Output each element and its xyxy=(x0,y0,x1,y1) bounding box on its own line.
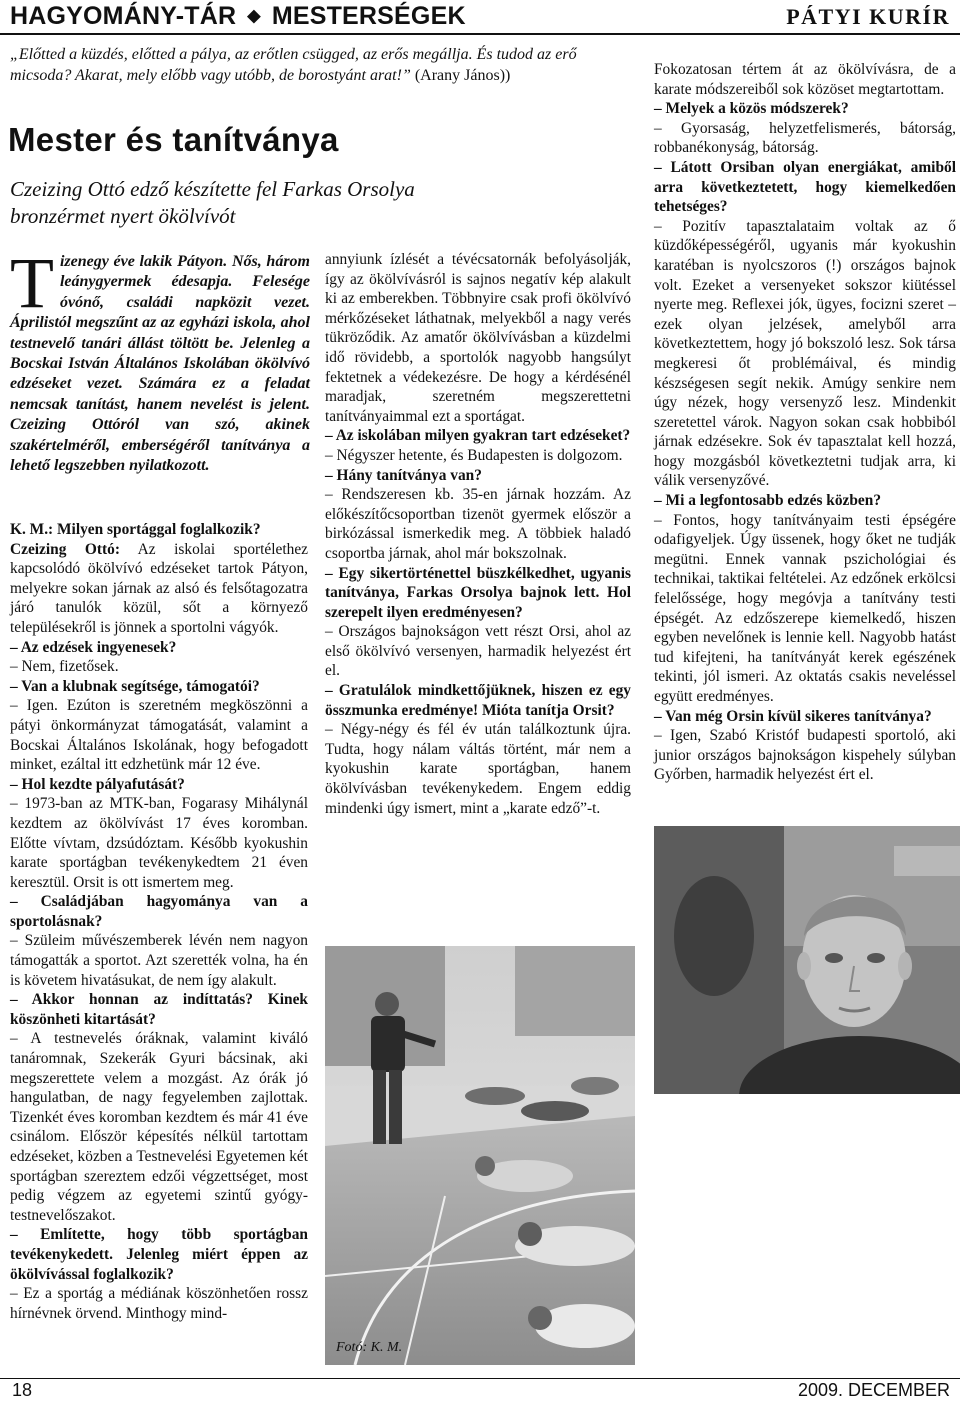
paragraph xyxy=(654,60,956,99)
photo-credit: Fotó: K. M. xyxy=(336,1340,403,1355)
article-lead xyxy=(10,243,310,476)
paragraph xyxy=(325,426,631,446)
paragraph xyxy=(10,892,308,931)
issue-date: 2009. DECEMBER xyxy=(797,1380,950,1400)
question-text: – Említette, hogy több sportágban tevékenykedett. Jelenleg miért éppen az ökölvívással foglalkozik? xyxy=(10,1226,308,1283)
paragraph xyxy=(325,446,631,466)
paragraph xyxy=(325,485,631,563)
paragraph xyxy=(10,520,308,540)
question-text: – Családjában hagyománya van a sportolásnak? xyxy=(10,893,308,930)
answer-text: – Igen, Szabó Kristóf budapesti sportoló, aki junior országos bajnokságon kispehely súlyban Győrben, harmadik helyezést ért el. xyxy=(654,727,956,784)
paragraph xyxy=(325,466,631,486)
question-text: – Mi a legfontosabb edzés közben? xyxy=(654,492,882,510)
question-text: K. M.: Milyen sportággal foglalkozik? xyxy=(10,521,261,538)
answer-text: – Gyorsaság, helyzetfelismerés, bátorság, robbanékonyság, bátorság. xyxy=(654,119,956,157)
paragraph xyxy=(325,681,631,720)
column-2 xyxy=(325,250,631,818)
question-text: – Hol kezdte pályafutását? xyxy=(10,775,185,793)
question-text: – Hány tanítványa van? xyxy=(325,466,482,484)
paragraph xyxy=(654,158,956,217)
question-text: – Gratulálok mindkettőjüknek, hiszen ez egy összmunka eredménye! Mióta tanítja Orsit? xyxy=(325,682,631,719)
paragraph xyxy=(10,1029,308,1225)
portrait-drawing xyxy=(654,826,960,1094)
answer-text: Fokozatosan tértem át az ökölvívásra, de a karate módszereiből sok közöset megtartottam. xyxy=(654,61,956,98)
answer-text: Az iskolai sportélethez kapcsolódó ökölvívó edzéseket tartok Pátyon, melyekre sokan járnak az alsó és felsőtagozatra járó tanulók közül, sőt a környező településekről is jönnek a sportolni vágyók. xyxy=(10,540,309,636)
paragraph xyxy=(10,657,308,677)
gym-training-photo xyxy=(325,946,635,1365)
lead-text: izenegy éve lakik Pátyon. Nős, három leánygyermek édesapja. Felesége óvónő, családi napközit vezet. Áprilistól megszűnt az az egyházi iskola, ahol testnevelő tanári állást töltött be. Jelenleg a Bocskai István Általános Iskolában ökölvívó edzéseket vezet. Számára ez a feladat nemcsak tanítást, hanem nevelést is jelent. Czeizing Ottóról van szó, akinek szakértelméről, emberségéről tanítványa a lehető legszebben nyilatkozott. xyxy=(10,253,310,475)
question-text: – Akkor honnan az indíttatás? Kinek köszönheti kitartását? xyxy=(10,991,308,1028)
column-1 xyxy=(10,520,308,1323)
paragraph xyxy=(654,707,956,727)
answer-text: – A testnevelés óráknak, valamint kiváló tanáromnak, Szekerák Gyuri bácsinak, aki megszerettete velem a mozgást. Az órák jó hangulatban, de nagy fegyelemben zajlottak. Tizenkét éves koromban kezdtem és már 41 éve csinálom. Először képesítés nélkül tartottam edzéseket, közben a Testnevelési Egyetemen két sportágban szereztem edzői végzettséget, most pedig végzem az egyetemi szintű gyógy-testnevelőszakot. xyxy=(10,1030,308,1224)
drop-cap: T xyxy=(10,243,54,323)
page-header xyxy=(0,0,960,34)
paragraph xyxy=(10,677,308,697)
quote-text: „Előtted a küzdés, előtted a pálya, az erőtlen csügged, az erős megállja. És tudod az erő micsoda? Akarat, mely előbb vagy utóbb, de borostyánt arat!” xyxy=(10,46,577,84)
paragraph xyxy=(10,638,308,658)
footer-rule xyxy=(0,1378,960,1379)
answer-text: – Igen. Ezúton is szeretném megköszönni a pátyi önkormányzat támogatását, valamint a Bocskai Általános Iskolának, hogy befogadott minket, ezáltal itt edzhetünk már 12 éve. xyxy=(10,697,308,774)
article-subtitle: Czeizing Ottó edző készítette fel Farkas Orsolya bronzérmet nyert ökölvívót xyxy=(10,177,415,228)
answer-text: – Szüleim művészemberek lévén nem nagyon támogatták a sportot. Azt szerették volna, ha én is követem hivatásukat, de nem így alakult. xyxy=(10,932,308,989)
paragraph xyxy=(654,511,956,707)
section-title xyxy=(10,0,466,35)
paragraph xyxy=(325,564,631,623)
paragraph xyxy=(10,990,308,1029)
answer-text: – Országos bajnokságon vett részt Orsi, ahol az első ökölvívó versenyen, harmadik helyezést ért el. xyxy=(325,623,631,680)
paragraph xyxy=(10,775,308,795)
paragraph xyxy=(10,931,308,990)
answer-text: – Ez a sportág a médiának köszönhetően rossz hírnévnek örvend. Minthogy mind- xyxy=(10,1285,308,1322)
masthead-logo: PÁTYI KURÍR xyxy=(786,4,950,29)
answer-text: – Négyszer hetente, és Budapesten is dolgozom. xyxy=(325,446,623,464)
paragraph xyxy=(10,1225,308,1284)
paragraph xyxy=(325,622,631,681)
question-text: – Egy sikertörténettel büszkélkedhet, ugyanis tanítványa, Farkas Orsolya bajnok lett. Hol szerepelt ilyen eredményesen? xyxy=(325,564,631,621)
question-text: – Látott Orsiban olyan energiákat, amiből arra következtetett, hogy kiemelkedően tehetséges? xyxy=(654,158,956,216)
paragraph xyxy=(654,217,956,491)
header-rule xyxy=(0,33,960,35)
quote-author: (Arany János)) xyxy=(410,67,511,84)
answer-text: annyiunk ízlését a tévécsatornák befolyásolják, így az ökölvívásról is sajnos negatív kép alakult ki az emberekben. Többnyire csak profi ökölvívó mérkőzéseket láthatnak, melyekből a nagy verés tükröződik. Az amatőr ökölvívásban a küzdelmi idő rövidebb, a sportolók nagyobb hangsúlyt fektetnek a védekezésre. De hogy a kérdésénél maradjak, szeretném megszerettetni tanítványaimmal ezt a sportágat. xyxy=(325,251,631,425)
paragraph xyxy=(654,99,956,119)
question-text: Czeizing Ottó: xyxy=(10,540,120,558)
coach-portrait-photo xyxy=(654,826,960,1094)
answer-text: – 1973-ban az MTK-ban, Fogarasy Mihálynál kezdtem az ökölvívást 17 éves koromban. Előtte vívtam, dzsúdóztam. Később kyokushin karate sportágban tevékenykedtem 21 éven keresztül. Orsit is ott ismertem meg. xyxy=(10,795,308,891)
section-title-part2: MESTERSÉGEK xyxy=(271,2,466,30)
paragraph xyxy=(10,540,308,638)
answer-text: – Nem, fizetősek. xyxy=(10,658,119,676)
paragraph xyxy=(654,726,956,785)
paragraph xyxy=(654,119,956,158)
epigraph-quote xyxy=(10,44,635,86)
answer-text: – Pozitív tapasztalataim voltak az ő küzdőképességéről, ugyanis már kyokushin karatéban is nyolcszoros (!) országos bajnok volt. Ezeket a versenyeket sokszor kiütéssel nyerte meg. Reflexei jók, ügyes, focizni szeret – ezek olyan jelzések, amelyből arra következtettem, hogy jó bokszoló lesz. Sok társa megkeresi őt problémáival, és mindig készségesen segít nekik. Amúgy senkire nem úgy nézek, hogy versenyző lesz. Mindenkit szeretettel várok. Nagyon sokan csak hobbiból járnak edzésekre. Sok év tapasztalat kell hozzá, hogy mozgásból következtetni tudjak arra, ki válik versenyzővé. xyxy=(654,217,956,490)
column-3 xyxy=(654,60,956,785)
paragraph xyxy=(10,794,308,892)
gym-photo-drawing xyxy=(325,946,635,1365)
page-number: 18 xyxy=(12,1380,33,1400)
paragraph xyxy=(654,491,956,511)
paragraph xyxy=(10,696,308,774)
answer-text: – Rendszeresen kb. 35-en járnak hozzám. Az előkészítőcsoportban tizenöt gyermek először a birkózással ismerkedik meg. A többiek haladó csoportba járnak, ahol már bokszolnak. xyxy=(325,486,631,562)
paragraph xyxy=(10,1284,308,1323)
answer-text: – Négy-négy és fél év után találkoztunk újra. Tudta, hogy nálam váltás történt, már nem a kyokushin karate sportágban, hanem ökölvívásban tevékenykedem. Engem eddig mindenki úgy ismert, mint a „karate edző”-t. xyxy=(325,721,631,817)
answer-text: – Fontos, hogy tanítványaim testi épségére odafigyeljek. Úgy üssenek, hogy őket ne tudják megütni. Ennek vannak pszichológiai és technikai, taktikai feltételei. Az edzőnek erkölcsi felelőssége, hogy megóvja a tanítvány testi épségét. Az edzőszerepe kiemelkedő, hiszen egyben nevelőnek is lennie kell. Nagyobb hatást tud kifejteni, ha tanítványát kerek egészének tekinti, jól ismeri. Az oktatás csakis neveléssel együtt eredményes. xyxy=(654,511,956,705)
diamond-icon: ◆ xyxy=(247,6,261,25)
question-text: – Van még Orsin kívül sikeres tanítványa? xyxy=(654,707,932,725)
question-text: – Az edzések ingyenesek? xyxy=(10,638,177,656)
question-text: – Az iskolában milyen gyakran tart edzéseket? xyxy=(325,427,631,445)
question-text: – Melyek a közös módszerek? xyxy=(654,100,849,118)
paragraph xyxy=(325,720,631,818)
question-text: – Van a klubnak segítsége, támogatói? xyxy=(10,677,260,695)
paragraph xyxy=(325,250,631,426)
article-title: Mester és tanítványa xyxy=(8,121,339,158)
section-title-part1: HAGYOMÁNY-TÁR xyxy=(10,2,237,30)
